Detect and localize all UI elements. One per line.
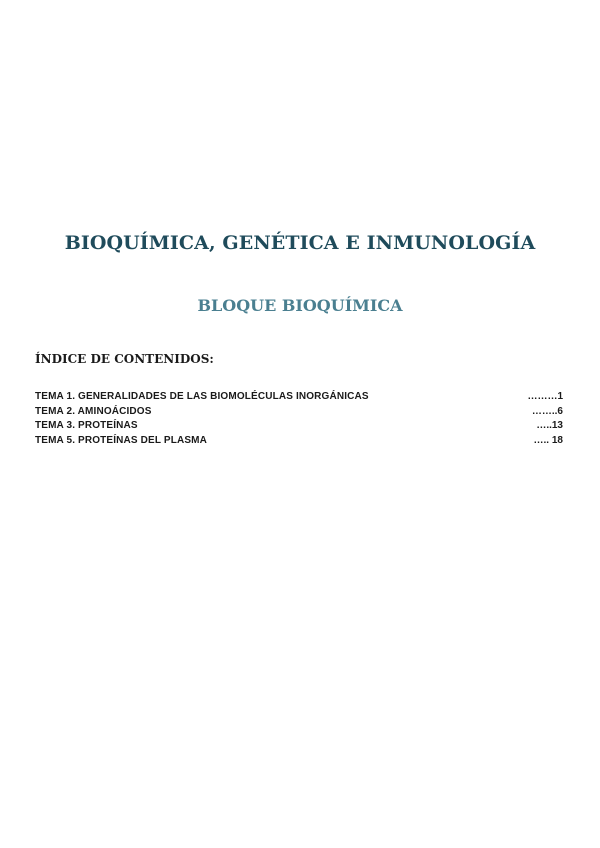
toc-entry-page: ……..6 xyxy=(531,405,563,417)
toc-entry-page: …..13 xyxy=(536,420,563,431)
document-title: BIOQUÍMICA, GENÉTICA E INMUNOLOGÍA xyxy=(64,232,536,254)
toc-entry-title: TEMA 5. PROTEÍNAS DEL PLASMA xyxy=(35,434,207,446)
toc-entry-page: ….. 18 xyxy=(533,434,563,446)
toc-entry-title: TEMA 1. GENERALIDADES DE LAS BIOMOLÉCULAS INORGÁNICAS xyxy=(35,391,369,402)
toc-heading: ÍNDICE DE CONTENIDOS: xyxy=(35,352,214,366)
document-subtitle: BLOQUE BIOQUÍMICA xyxy=(197,296,403,315)
toc-entry xyxy=(35,391,563,406)
table-of-contents xyxy=(35,391,563,449)
toc-entry xyxy=(35,406,563,421)
toc-entry-page: ………1 xyxy=(527,391,563,402)
toc-entry-title: TEMA 3. PROTEÍNAS xyxy=(35,420,138,431)
toc-entry-title: TEMA 2. AMINOÁCIDOS xyxy=(35,405,152,417)
toc-entry xyxy=(35,420,563,435)
toc-entry xyxy=(35,435,563,450)
